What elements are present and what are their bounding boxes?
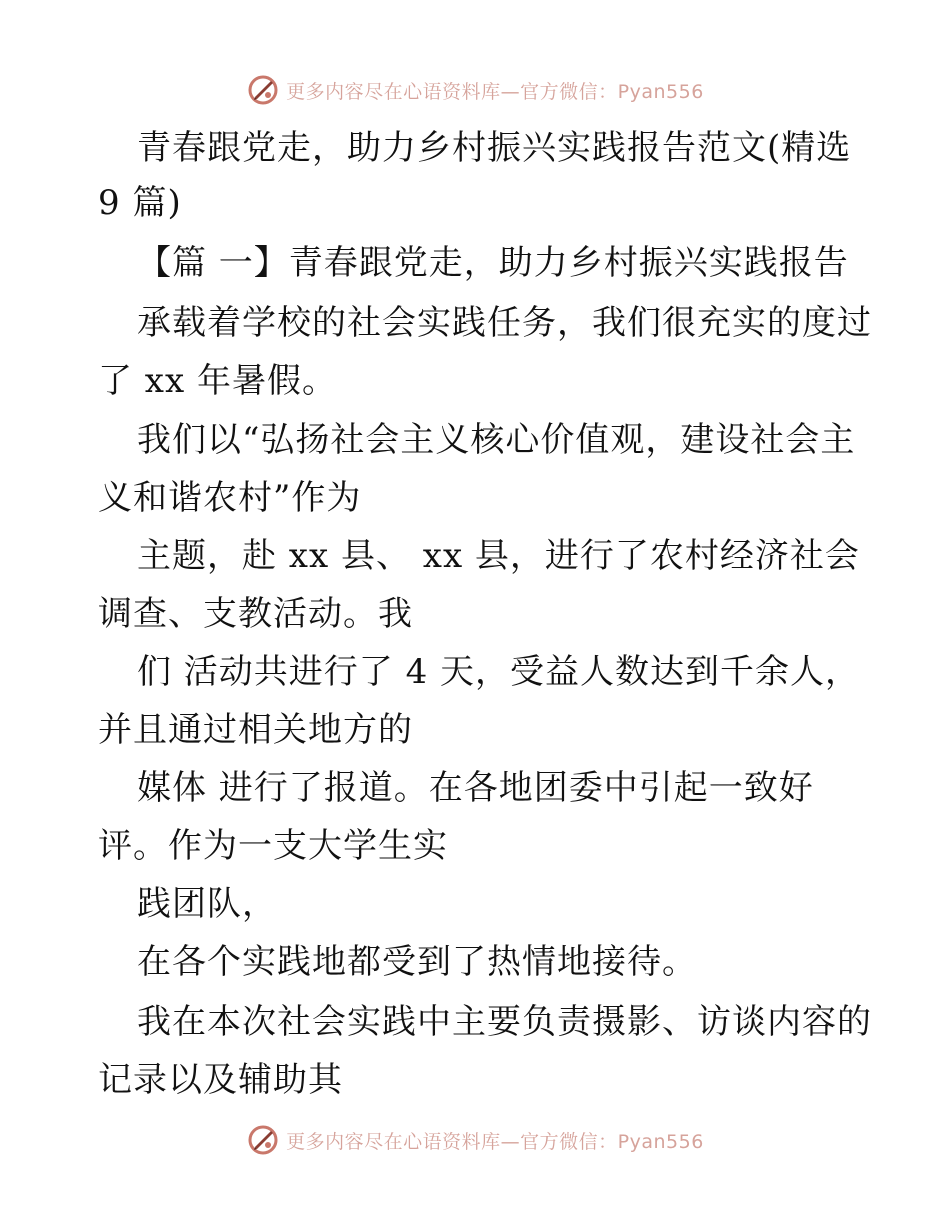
paragraph-line: 记录以及辅助其 xyxy=(98,1060,343,1100)
pen-swirl-logo-icon xyxy=(246,73,280,107)
section-heading: 【篇 一】青春跟党走，助力乡村振兴实践报告 xyxy=(137,243,849,283)
paragraph-line: 我们以“弘扬社会主义核心价值观，建设社会主 xyxy=(137,420,856,460)
pen-swirl-logo-icon xyxy=(246,1123,280,1157)
paragraph-line: 在各个实践地都受到了热情地接待。 xyxy=(137,942,697,982)
paragraph-line: 媒体 进行了报道。在各地团委中引起一致好 xyxy=(137,768,814,808)
paragraph-line: 们 活动共进行了 4 天，受益人数达到千余人， xyxy=(137,652,861,692)
watermark xyxy=(246,73,704,107)
paragraph-line: 调查、支教活动。我 xyxy=(98,594,413,634)
watermark-text: 更多内容尽在心语资料库—官方微信：Pyan556 xyxy=(286,1130,704,1153)
paragraph-line: 承载着学校的社会实践任务，我们很充实的度过 xyxy=(137,303,872,343)
paragraph-line: 并且通过相关地方的 xyxy=(98,710,413,750)
doc-title-line-2: 9 篇) xyxy=(98,183,182,223)
page-header-watermark xyxy=(0,70,950,110)
paragraph-line: 我在本次社会实践中主要负责摄影、访谈内容的 xyxy=(137,1002,872,1042)
page-footer-watermark xyxy=(0,1120,950,1160)
paragraph-line: 践团队， xyxy=(137,884,277,924)
paragraph-line: 主题，赴 xx 县、 xx 县，进行了农村经济社会 xyxy=(137,536,860,576)
doc-title-line-1: 青春跟党走，助力乡村振兴实践报告范文(精选 xyxy=(137,128,852,168)
paragraph-line: 义和谐农村”作为 xyxy=(98,478,362,518)
watermark xyxy=(246,1123,704,1157)
watermark-text: 更多内容尽在心语资料库—官方微信：Pyan556 xyxy=(286,80,704,103)
paragraph-line: 了 xx 年暑假。 xyxy=(98,361,337,401)
paragraph-line: 评。作为一支大学生实 xyxy=(98,826,448,866)
